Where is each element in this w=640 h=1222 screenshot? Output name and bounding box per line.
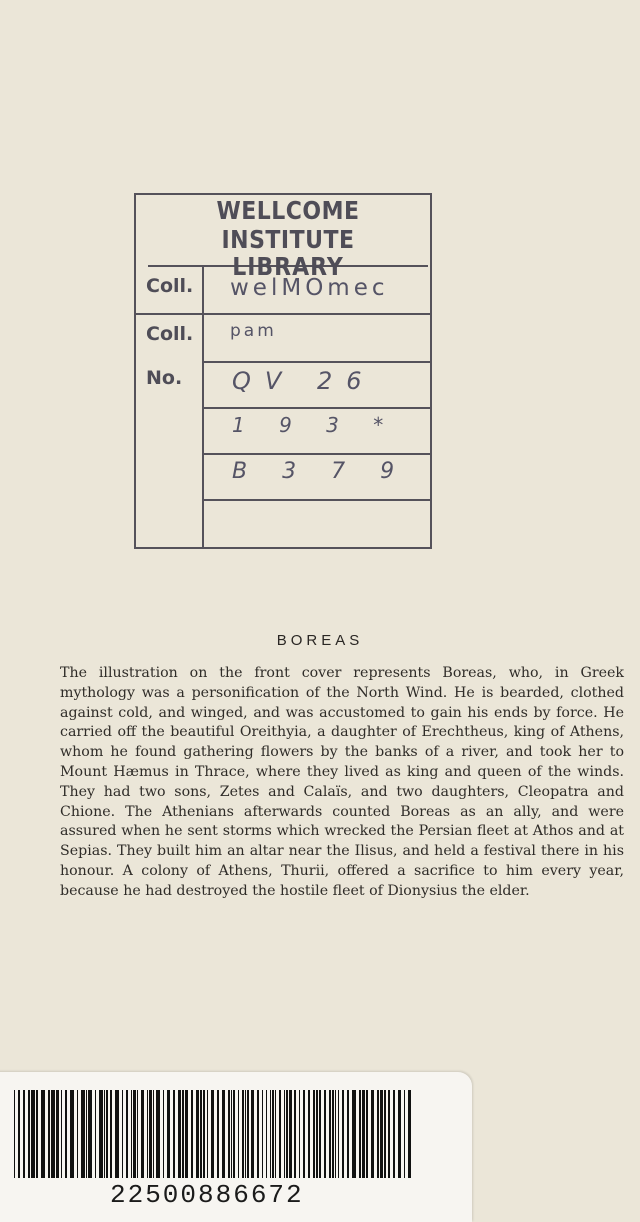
article-body: The illustration on the front cover represents Boreas, who, in Greek mythology was a personification of the North Wind. He is bearded, clothed against cold, and winged, and was accustomed to gain his ends by force. He carried off the beautiful Oreithyia, a daughter of Erechtheus, king of Athens, whom he found gathering flowers by the banks of a river, and took her to Mount Hæmus in Thrace, where they lived as king and queen of the winds. They had two sons, Zetes and Calaïs, and two daughters, Cleopatra and Chione. The Athenians afterwards counted Boreas as an ally, and were assured when he sent storms which wrecked the Persian fleet at Athos and at Sepias. They built him an altar near the Ilisus, and held a festival there in his honour. A colony of Athens, Thurii, offered a sacrifice to him every year, because he had destroyed the hostile fleet of Dionysius the elder. (60, 665, 624, 899)
library-stamp (134, 193, 432, 549)
stamp-divider (202, 407, 430, 409)
stamp-divider (202, 361, 430, 363)
stamp-coll-value: welMOmec (230, 275, 389, 301)
stamp-label-no: No. (146, 367, 183, 389)
barcode-image (10, 1090, 420, 1178)
stamp-number-line2: 1 9 3 * (232, 413, 398, 437)
stamp-header-line2: LIBRARY (232, 253, 344, 282)
stamp-number-line3: B 3 7 9 (232, 459, 409, 484)
stamp-divider (202, 453, 430, 455)
stamp-number-line1: QV 26 (232, 367, 376, 395)
stamp-divider (136, 313, 430, 315)
barcode-label (0, 1072, 472, 1222)
stamp-label-column (136, 267, 204, 549)
barcode-number: 22500886672 (110, 1180, 304, 1210)
stamp-divider (202, 499, 430, 501)
stamp-label-coll-2: Coll. (146, 323, 194, 345)
stamp-label-coll: Coll. (146, 275, 194, 297)
stamp-header-line1: WELLCOME INSTITUTE (216, 197, 360, 255)
stamp-coll2-value: pam (230, 321, 277, 341)
article-title: BOREAS (276, 632, 364, 649)
stamp-header (148, 195, 428, 282)
